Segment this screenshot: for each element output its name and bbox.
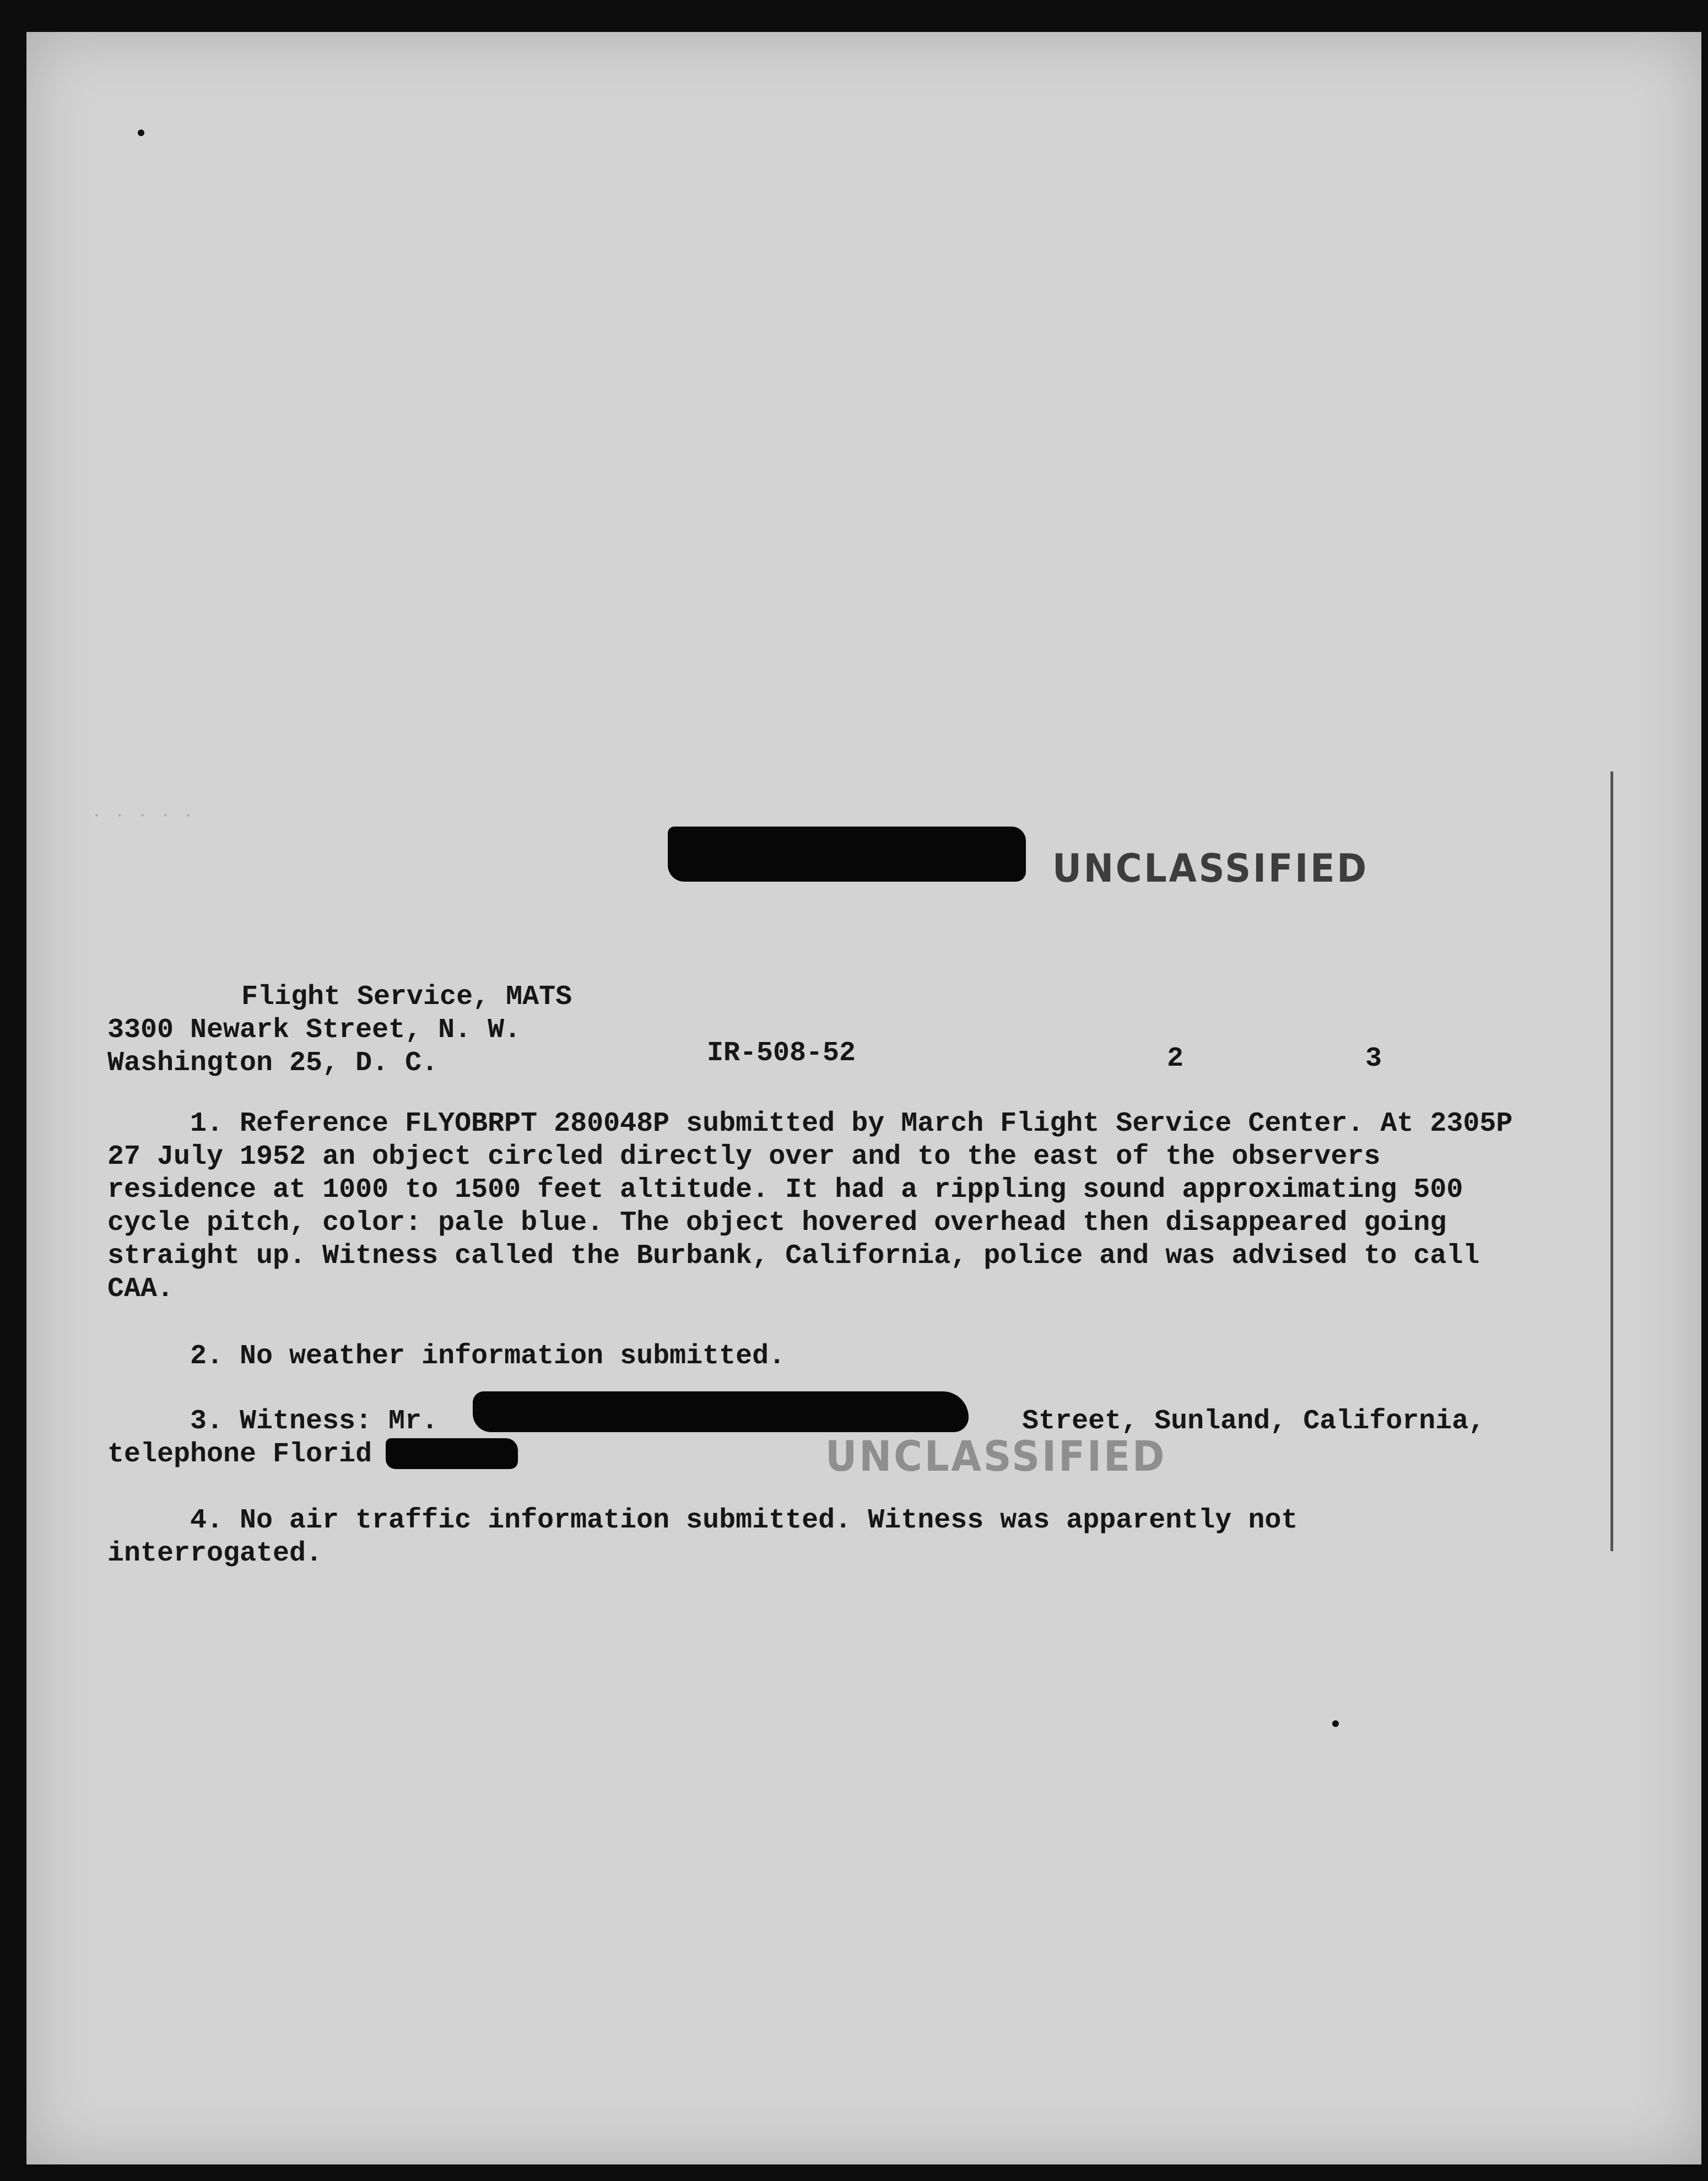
- document-page: [26, 32, 1701, 2164]
- witness-label: 3. Witness: Mr.: [190, 1406, 439, 1437]
- classification-stamp: UNCLASSIFIED: [1052, 846, 1369, 891]
- classification-stamp-faint: UNCLASSIFIED: [825, 1432, 1167, 1481]
- page-edge-line: [1610, 771, 1613, 1551]
- address-line-3: Washington 25, D. C.: [107, 1048, 439, 1079]
- paragraph-1: 1. Reference FLYOBRPT 280048P submitted by March Flight Service Center. At 2305P 27 July 1952 an object circled directly over and to the east of the observers residence at 1000 to 1500 feet altitude. It had a rippling sound approximating 500 cycle pitch, color: pale blue. The object hovered overhead then disappeared going straight up. Witness called the Burbank, California, police and was advised to call CAA.: [107, 1108, 1513, 1305]
- speck: [1332, 1720, 1339, 1727]
- page-mark-a: 2: [1167, 1043, 1184, 1075]
- address-line-1: Flight Service, MATS: [241, 981, 572, 1013]
- speck: [138, 129, 144, 136]
- faint-marks: · · · · ·: [94, 805, 197, 827]
- redaction-phone: [386, 1438, 518, 1469]
- paragraph-4: 4. No air traffic information submitted. Witness was apparently not interrogated.: [107, 1505, 1298, 1569]
- address-line-2: 3300 Newark Street, N. W.: [107, 1014, 521, 1046]
- redaction-bar: [668, 827, 1026, 882]
- report-number: IR-508-52: [707, 1038, 856, 1069]
- paragraph-2: 2. No weather information submitted.: [190, 1341, 786, 1372]
- page-mark-b: 3: [1365, 1043, 1382, 1075]
- redaction-name: [473, 1391, 969, 1432]
- witness-telephone: telephone Florid: [107, 1439, 372, 1470]
- witness-street: Street, Sunland, California,: [1022, 1406, 1485, 1437]
